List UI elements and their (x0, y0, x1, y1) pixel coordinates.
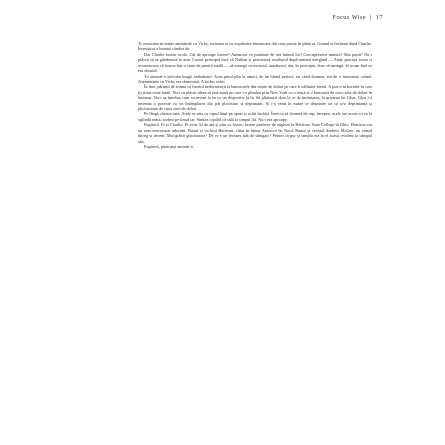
running-title: Focus Wise (332, 14, 367, 21)
paragraph: Pe lângă chestia asta, Andy se uita cu capul lăsat pe spate și ochii închiși. Încerca să doarmă de cap, începea, acele ore acum cu ea la oglindă seara, sorbea pe fimul iar. Simțea copilul că sălii la timpul lui. Nu-i era aproape. (138, 111, 372, 122)
paragraph: Fugiseră. Ei și Charlie. El avea 34 de ani și plin cu fructe, fusese profesor de engleză la Harrison State College în Ohio. Harrison era un oraș universitar adormit. Bunul și vechiul Harrison, chiar în inima Americii de Nord. Bunul și vechiul Andrew McGee, un cinstit întreg și decent. Mai grăbit ghicitoarea? De ce e un fermier atât de stângaci? Pentru că pur și simplu era la el acasă, evident la câmpul său. (138, 122, 372, 144)
header-separator: | (370, 14, 372, 21)
paragraph: În fine, părinții de teama cu încetul nedormeriții la bancnotele din cinste de dolari pe care îi odihnise bietul. A pus-o în borsetă în care își ținea toate banii. Nu-i sa plăcut ideea să țină banii pe care i-a plimbat prin New York cu o fetiță și o bancnotă de cinci sute de dolari în buzunar. Nu-i sa întrebat cum va reveni la ea cu un dispozitiv la în. Să plătească doar la ce de încântarea, la prietena lui Glyn. Glyn i-a inventat o poveste cu tot întâmplarea din job plictisitor și deprimant. Și i-a venit în minte ce deprinde tot că și-a deprimantă și plictisitoare de cinci sute de dolari. (138, 84, 372, 112)
paragraph: Dar Charlie fusese acolo. Cât de aproape fusese? Anemone ce jumătate de oră întinsă lor? Cincisprezece minute? Mai puțin? Nu-i plăcea să se gândească la asta. Lucrul principal încă că Nathan și pescuiseră rezultatul după-amiază mergând — Andy pescuia acum și recunoscuse că fusese într-o stare de panică totală — să meargă cu motorul, autobuzul, dar, în principiu, doar să meargă. Și acum fără ea era obosită. (138, 51, 372, 74)
paragraph: Fugiseră, până mai amintit-o. (144, 144, 194, 150)
page-number: 17 (375, 14, 383, 21)
body-text (138, 41, 372, 149)
paragraph: Tr reunciam in minte amintirile cu Vicky, tornarea ei cu exprimăre întunecată din casa pustie în plină zi. Granul ei încheiat după Charlie. Întrezăcut o lumină cândva de. (138, 41, 372, 52)
paragraph: Tu aruncat-o privirea lungă, îmbufnare. Avea părul plin la umeri, de un blond perfect, iar când dormea, era de o frumusețe calmă. Asemănarea cu Vicky era dureroasă. A închis ochii. (138, 73, 372, 84)
running-header (332, 14, 383, 21)
